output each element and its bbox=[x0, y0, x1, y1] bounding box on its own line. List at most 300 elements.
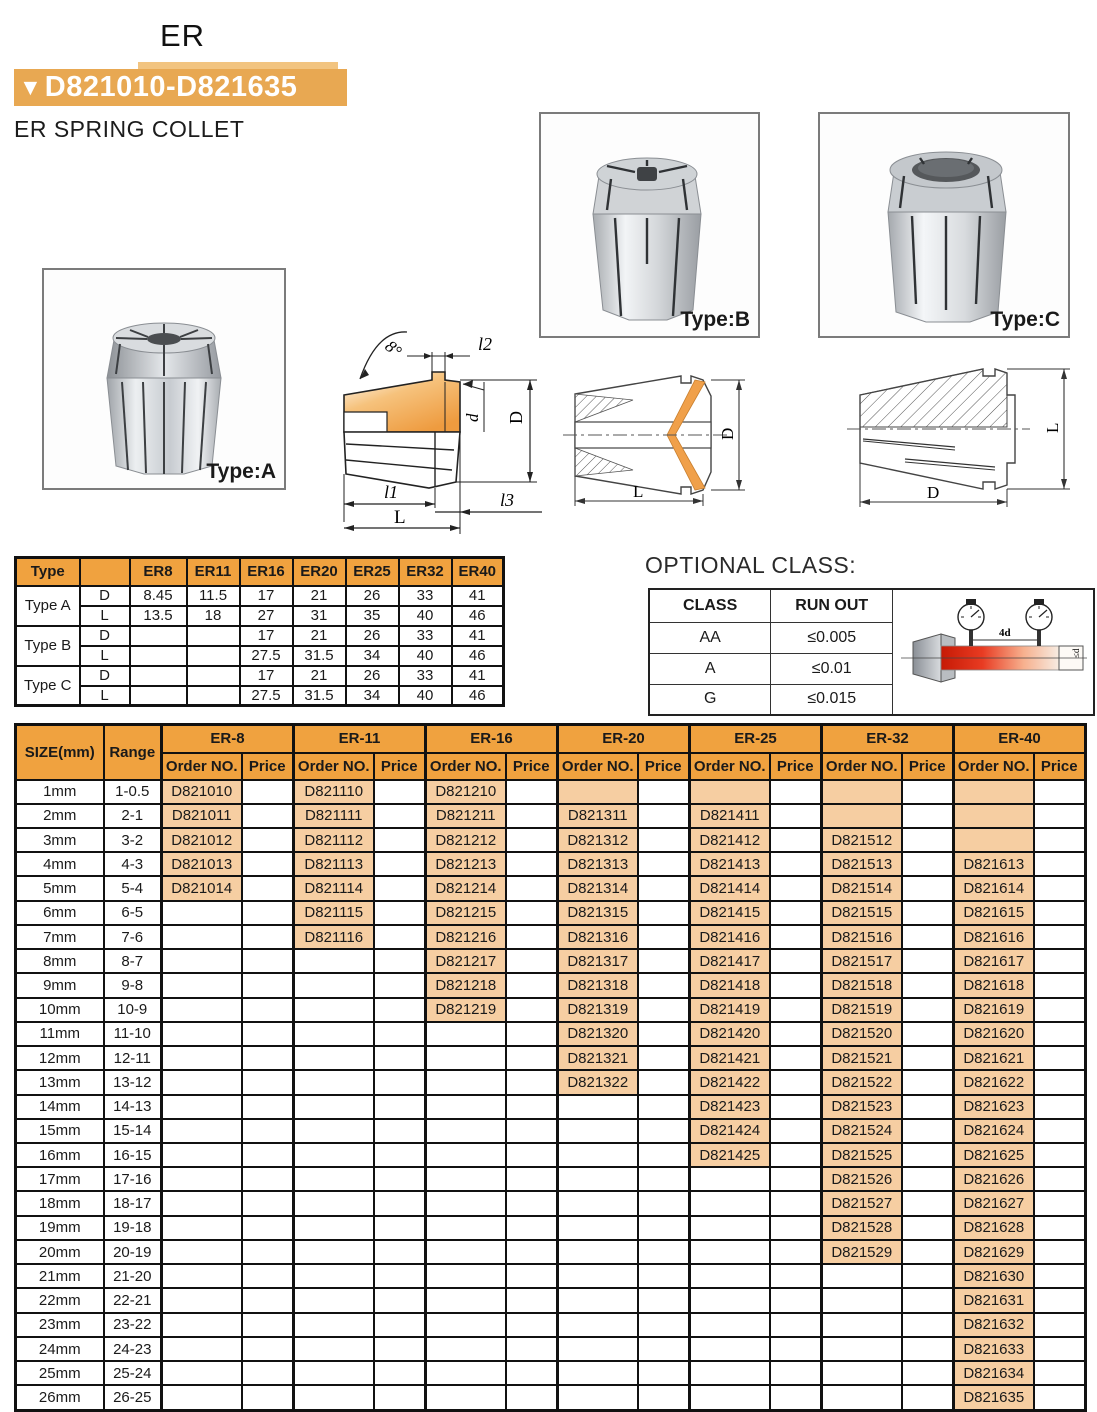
dim-value-cell: 27.5 bbox=[240, 686, 293, 706]
order-no-cell bbox=[162, 1361, 242, 1385]
price-cell bbox=[770, 1216, 822, 1240]
range-cell: 4-3 bbox=[104, 852, 162, 876]
order-no-cell bbox=[690, 1264, 770, 1288]
price-cell bbox=[770, 998, 822, 1022]
order-no-cell: D821628 bbox=[954, 1216, 1034, 1240]
order-no-cell: D821518 bbox=[822, 973, 902, 997]
dim-value-cell: 35 bbox=[346, 606, 399, 626]
dim-value-cell: 33 bbox=[399, 626, 452, 646]
dim-header-er: ER16 bbox=[240, 558, 293, 586]
order-no-cell bbox=[426, 1288, 506, 1312]
price-cell bbox=[638, 1022, 690, 1046]
order-table-row bbox=[16, 925, 1086, 949]
order-no-cell bbox=[426, 1385, 506, 1410]
size-cell: 11mm bbox=[16, 1022, 104, 1046]
order-no-cell bbox=[294, 949, 374, 973]
dim-l2-label: l2 bbox=[478, 334, 493, 354]
price-cell bbox=[374, 998, 426, 1022]
order-header-size: SIZE(mm) bbox=[16, 725, 104, 780]
price-cell bbox=[902, 1095, 954, 1119]
order-no-cell bbox=[426, 1337, 506, 1361]
order-subheader-price: Price bbox=[242, 753, 294, 780]
order-table-row bbox=[16, 1361, 1086, 1385]
dim-value-cell: 21 bbox=[293, 626, 346, 646]
order-no-cell: D821629 bbox=[954, 1240, 1034, 1264]
dim-c-L-label: L bbox=[1043, 422, 1062, 433]
order-no-cell bbox=[294, 1337, 374, 1361]
dim-header-er: ER20 bbox=[293, 558, 346, 586]
order-no-cell: D821422 bbox=[690, 1070, 770, 1094]
price-cell bbox=[506, 828, 558, 852]
order-no-cell bbox=[162, 1070, 242, 1094]
order-no-cell: D821313 bbox=[558, 852, 638, 876]
order-header-group: ER-20 bbox=[558, 725, 690, 753]
price-cell bbox=[374, 1264, 426, 1288]
banner-accent-strip bbox=[138, 62, 338, 69]
order-no-cell: D821621 bbox=[954, 1046, 1034, 1070]
range-cell: 26-25 bbox=[104, 1385, 162, 1410]
price-cell bbox=[902, 1046, 954, 1070]
size-cell: 9mm bbox=[16, 973, 104, 997]
price-cell bbox=[902, 1070, 954, 1094]
order-no-cell bbox=[690, 1385, 770, 1410]
order-no-cell bbox=[426, 1167, 506, 1191]
price-cell bbox=[506, 925, 558, 949]
price-cell bbox=[1034, 1264, 1086, 1288]
price-cell bbox=[242, 1288, 294, 1312]
price-cell bbox=[506, 1264, 558, 1288]
order-no-cell bbox=[690, 1240, 770, 1264]
size-cell: 4mm bbox=[16, 852, 104, 876]
price-cell bbox=[902, 1264, 954, 1288]
order-no-cell: D821112 bbox=[294, 828, 374, 852]
price-cell bbox=[506, 1240, 558, 1264]
price-cell bbox=[770, 901, 822, 925]
order-no-cell: D821013 bbox=[162, 852, 242, 876]
price-cell bbox=[1034, 1337, 1086, 1361]
order-no-cell bbox=[690, 1313, 770, 1337]
order-no-cell: D821215 bbox=[426, 901, 506, 925]
dimension-table-container bbox=[14, 556, 505, 707]
price-cell bbox=[1034, 973, 1086, 997]
optional-class-table bbox=[648, 588, 1095, 716]
price-cell bbox=[902, 1361, 954, 1385]
dim-letter-cell: D bbox=[80, 626, 130, 646]
size-cell: 22mm bbox=[16, 1288, 104, 1312]
order-no-cell bbox=[294, 1240, 374, 1264]
order-no-cell bbox=[558, 1361, 638, 1385]
order-no-cell: D821633 bbox=[954, 1337, 1034, 1361]
price-cell bbox=[902, 1167, 954, 1191]
optional-class-container bbox=[648, 588, 1095, 716]
order-no-cell: D821617 bbox=[954, 949, 1034, 973]
order-no-cell: D821522 bbox=[822, 1070, 902, 1094]
dim-letter-cell: L bbox=[80, 686, 130, 706]
order-no-cell bbox=[162, 1191, 242, 1215]
price-cell bbox=[374, 1313, 426, 1337]
price-cell bbox=[242, 1191, 294, 1215]
price-cell bbox=[242, 949, 294, 973]
order-table-row bbox=[16, 876, 1086, 900]
price-cell bbox=[242, 1046, 294, 1070]
dim-value-cell: 33 bbox=[399, 666, 452, 686]
order-no-cell bbox=[558, 1167, 638, 1191]
order-no-cell bbox=[426, 1191, 506, 1215]
price-cell bbox=[1034, 1167, 1086, 1191]
class-value: A bbox=[649, 653, 771, 684]
price-cell bbox=[1034, 949, 1086, 973]
size-cell: 1mm bbox=[16, 780, 104, 804]
price-cell bbox=[374, 1167, 426, 1191]
order-no-cell: D821315 bbox=[558, 901, 638, 925]
order-no-cell bbox=[690, 1288, 770, 1312]
dim-value-cell: 17 bbox=[240, 626, 293, 646]
order-table-row bbox=[16, 852, 1086, 876]
runout-value: ≤0.005 bbox=[771, 622, 893, 653]
price-cell bbox=[242, 876, 294, 900]
order-no-cell: D821529 bbox=[822, 1240, 902, 1264]
dim-letter-cell: D bbox=[80, 586, 130, 606]
order-table-row bbox=[16, 1070, 1086, 1094]
price-cell bbox=[374, 901, 426, 925]
price-cell bbox=[1034, 1070, 1086, 1094]
price-cell bbox=[770, 925, 822, 949]
order-no-cell: D821114 bbox=[294, 876, 374, 900]
dim-header-blank bbox=[80, 558, 130, 586]
order-no-cell: D821519 bbox=[822, 998, 902, 1022]
price-cell bbox=[374, 852, 426, 876]
price-cell bbox=[506, 876, 558, 900]
price-cell bbox=[242, 1022, 294, 1046]
dim-row-type-label: Type A bbox=[16, 586, 80, 626]
price-cell bbox=[638, 852, 690, 876]
price-cell bbox=[242, 1216, 294, 1240]
order-table-row bbox=[16, 1191, 1086, 1215]
dim-l1-label: l1 bbox=[384, 482, 399, 502]
range-cell: 20-19 bbox=[104, 1240, 162, 1264]
price-cell bbox=[902, 804, 954, 828]
size-cell: 10mm bbox=[16, 998, 104, 1022]
price-cell bbox=[1034, 901, 1086, 925]
price-cell bbox=[770, 1070, 822, 1094]
dim-value-cell: 41 bbox=[452, 586, 504, 606]
type-c-label: Type:C bbox=[990, 308, 1060, 331]
order-subheader-orderno: Order NO. bbox=[294, 753, 374, 780]
size-cell: 21mm bbox=[16, 1264, 104, 1288]
order-header-group: ER-32 bbox=[822, 725, 954, 753]
price-cell bbox=[506, 1046, 558, 1070]
order-no-cell: D821623 bbox=[954, 1095, 1034, 1119]
order-table-row bbox=[16, 1167, 1086, 1191]
order-subheader-price: Price bbox=[506, 753, 558, 780]
price-cell bbox=[770, 1119, 822, 1143]
order-no-cell: D821630 bbox=[954, 1264, 1034, 1288]
price-cell bbox=[638, 925, 690, 949]
order-no-cell: D821525 bbox=[822, 1143, 902, 1167]
order-no-cell: D821514 bbox=[822, 876, 902, 900]
range-cell: 19-18 bbox=[104, 1216, 162, 1240]
order-no-cell: D821513 bbox=[822, 852, 902, 876]
dim-header-er: ER11 bbox=[187, 558, 240, 586]
size-cell: 13mm bbox=[16, 1070, 104, 1094]
dim-value-cell: 26 bbox=[346, 666, 399, 686]
order-no-cell: D821620 bbox=[954, 1022, 1034, 1046]
dim-value-cell bbox=[187, 626, 240, 646]
price-cell bbox=[638, 998, 690, 1022]
order-header-range: Range bbox=[104, 725, 162, 780]
order-table-row bbox=[16, 901, 1086, 925]
order-no-cell: D821012 bbox=[162, 828, 242, 852]
order-no-cell: D821417 bbox=[690, 949, 770, 973]
price-cell bbox=[770, 949, 822, 973]
dim-value-cell: 40 bbox=[399, 606, 452, 626]
dim-value-cell: 18 bbox=[187, 606, 240, 626]
price-cell bbox=[902, 828, 954, 852]
order-header-group: ER-40 bbox=[954, 725, 1086, 753]
price-cell bbox=[770, 876, 822, 900]
order-no-cell bbox=[294, 1167, 374, 1191]
product-range-banner bbox=[14, 69, 347, 106]
price-cell bbox=[374, 1070, 426, 1094]
order-subheader-orderno: Order NO. bbox=[954, 753, 1034, 780]
order-no-cell: D821218 bbox=[426, 973, 506, 997]
price-cell bbox=[638, 1361, 690, 1385]
dim-value-cell: 26 bbox=[346, 586, 399, 606]
dim-c-D-label: D bbox=[927, 483, 940, 502]
order-no-cell: D821110 bbox=[294, 780, 374, 804]
order-no-cell: D821523 bbox=[822, 1095, 902, 1119]
price-cell bbox=[1034, 876, 1086, 900]
price-cell bbox=[902, 901, 954, 925]
price-cell bbox=[1034, 1191, 1086, 1215]
range-cell: 9-8 bbox=[104, 973, 162, 997]
dim-value-cell bbox=[130, 686, 187, 706]
price-cell bbox=[1034, 925, 1086, 949]
order-subheader-price: Price bbox=[638, 753, 690, 780]
price-cell bbox=[242, 1119, 294, 1143]
range-cell: 10-9 bbox=[104, 998, 162, 1022]
dim-header-type: Type bbox=[16, 558, 80, 586]
order-subheader-price: Price bbox=[770, 753, 822, 780]
dim-value-cell: 31.5 bbox=[293, 686, 346, 706]
order-no-cell: D821521 bbox=[822, 1046, 902, 1070]
series-title: ER bbox=[160, 18, 206, 53]
order-no-cell: D821314 bbox=[558, 876, 638, 900]
price-cell bbox=[242, 1095, 294, 1119]
price-cell bbox=[506, 1191, 558, 1215]
order-no-cell: D821421 bbox=[690, 1046, 770, 1070]
order-no-cell: D821517 bbox=[822, 949, 902, 973]
order-no-cell bbox=[822, 1264, 902, 1288]
dim-l3-label: l3 bbox=[500, 490, 515, 510]
order-no-cell bbox=[558, 1288, 638, 1312]
size-cell: 15mm bbox=[16, 1119, 104, 1143]
order-no-cell: D821631 bbox=[954, 1288, 1034, 1312]
order-subheader-price: Price bbox=[374, 753, 426, 780]
order-no-cell bbox=[426, 1119, 506, 1143]
class-value: AA bbox=[649, 622, 771, 653]
optional-class-title: OPTIONAL CLASS: bbox=[645, 552, 857, 578]
dim-value-cell: 11.5 bbox=[187, 586, 240, 606]
order-no-cell: D821219 bbox=[426, 998, 506, 1022]
price-cell bbox=[242, 1143, 294, 1167]
order-table-row bbox=[16, 1095, 1086, 1119]
price-cell bbox=[638, 1143, 690, 1167]
order-no-cell bbox=[954, 804, 1034, 828]
price-cell bbox=[902, 1143, 954, 1167]
price-cell bbox=[374, 1288, 426, 1312]
size-cell: 12mm bbox=[16, 1046, 104, 1070]
order-no-cell bbox=[558, 780, 638, 804]
order-table-row bbox=[16, 1313, 1086, 1337]
price-cell bbox=[770, 804, 822, 828]
price-cell bbox=[242, 973, 294, 997]
dim-D-label: D bbox=[506, 411, 526, 424]
order-no-cell bbox=[294, 1313, 374, 1337]
price-cell bbox=[1034, 828, 1086, 852]
order-table-row bbox=[16, 998, 1086, 1022]
order-no-cell: D821614 bbox=[954, 876, 1034, 900]
order-no-cell: D821622 bbox=[954, 1070, 1034, 1094]
order-no-cell bbox=[426, 1070, 506, 1094]
price-cell bbox=[374, 925, 426, 949]
price-cell bbox=[374, 780, 426, 804]
order-no-cell bbox=[558, 1216, 638, 1240]
order-no-cell: D821321 bbox=[558, 1046, 638, 1070]
price-cell bbox=[902, 1216, 954, 1240]
order-no-cell bbox=[690, 1361, 770, 1385]
collet-image-a bbox=[44, 270, 284, 488]
order-table-row bbox=[16, 973, 1086, 997]
order-no-cell bbox=[426, 1264, 506, 1288]
dim-value-cell: 21 bbox=[293, 586, 346, 606]
order-no-cell bbox=[162, 973, 242, 997]
price-cell bbox=[242, 852, 294, 876]
price-cell bbox=[770, 1191, 822, 1215]
order-no-cell: D821318 bbox=[558, 973, 638, 997]
order-no-cell: D821415 bbox=[690, 901, 770, 925]
order-table-row bbox=[16, 1143, 1086, 1167]
order-no-cell bbox=[294, 1385, 374, 1410]
order-no-cell: D821411 bbox=[690, 804, 770, 828]
price-cell bbox=[770, 1313, 822, 1337]
order-table-row bbox=[16, 780, 1086, 804]
order-no-cell: D821115 bbox=[294, 901, 374, 925]
price-cell bbox=[374, 828, 426, 852]
price-cell bbox=[242, 1385, 294, 1410]
dim-header-er: ER40 bbox=[452, 558, 504, 586]
price-cell bbox=[374, 1337, 426, 1361]
dim-value-cell: 8.45 bbox=[130, 586, 187, 606]
price-cell bbox=[902, 1119, 954, 1143]
price-cell bbox=[506, 1216, 558, 1240]
order-no-cell bbox=[294, 1119, 374, 1143]
dim-value-cell: 27 bbox=[240, 606, 293, 626]
type-a-label: Type:A bbox=[206, 460, 276, 483]
order-no-cell: D821615 bbox=[954, 901, 1034, 925]
order-table-row bbox=[16, 1264, 1086, 1288]
price-cell bbox=[506, 1313, 558, 1337]
order-no-cell bbox=[294, 1095, 374, 1119]
price-cell bbox=[770, 1095, 822, 1119]
price-cell bbox=[902, 1022, 954, 1046]
order-table-row bbox=[16, 1022, 1086, 1046]
price-cell bbox=[242, 1361, 294, 1385]
range-cell: 24-23 bbox=[104, 1337, 162, 1361]
order-no-cell bbox=[294, 1046, 374, 1070]
price-cell bbox=[1034, 1240, 1086, 1264]
price-cell bbox=[242, 1313, 294, 1337]
order-no-cell: D821619 bbox=[954, 998, 1034, 1022]
size-cell: 6mm bbox=[16, 901, 104, 925]
price-cell bbox=[1034, 1313, 1086, 1337]
order-no-cell: D821216 bbox=[426, 925, 506, 949]
price-cell bbox=[374, 804, 426, 828]
dim-value-cell: 46 bbox=[452, 606, 504, 626]
order-no-cell: D821319 bbox=[558, 998, 638, 1022]
price-cell bbox=[506, 852, 558, 876]
price-cell bbox=[242, 998, 294, 1022]
range-cell: 18-17 bbox=[104, 1191, 162, 1215]
dim-value-cell: 34 bbox=[346, 646, 399, 666]
order-no-cell bbox=[558, 1143, 638, 1167]
order-header-group: ER-8 bbox=[162, 725, 294, 753]
order-table-row bbox=[16, 1288, 1086, 1312]
runout-value: ≤0.01 bbox=[771, 653, 893, 684]
order-table-row bbox=[16, 1337, 1086, 1361]
order-no-cell bbox=[822, 1361, 902, 1385]
dim-header-er: ER32 bbox=[399, 558, 452, 586]
order-no-cell bbox=[162, 1264, 242, 1288]
order-no-cell bbox=[426, 1216, 506, 1240]
price-cell bbox=[374, 876, 426, 900]
price-cell bbox=[506, 1385, 558, 1410]
price-cell bbox=[770, 973, 822, 997]
price-cell bbox=[242, 1240, 294, 1264]
price-cell bbox=[638, 1095, 690, 1119]
order-no-cell bbox=[822, 780, 902, 804]
price-cell bbox=[242, 1264, 294, 1288]
order-no-cell bbox=[162, 1385, 242, 1410]
price-cell bbox=[638, 1070, 690, 1094]
order-no-cell bbox=[426, 1143, 506, 1167]
price-cell bbox=[242, 804, 294, 828]
order-no-cell: D821613 bbox=[954, 852, 1034, 876]
order-no-cell: D821213 bbox=[426, 852, 506, 876]
collet-photo-a bbox=[42, 268, 286, 490]
order-no-cell: D821322 bbox=[558, 1070, 638, 1094]
size-cell: 19mm bbox=[16, 1216, 104, 1240]
order-table-row bbox=[16, 804, 1086, 828]
section-drawing-c bbox=[845, 355, 1095, 518]
collet-image-b bbox=[541, 114, 758, 336]
price-cell bbox=[770, 1167, 822, 1191]
order-no-cell: D821526 bbox=[822, 1167, 902, 1191]
dim-d-label: d bbox=[463, 413, 482, 422]
order-no-cell: D821424 bbox=[690, 1119, 770, 1143]
order-no-cell bbox=[426, 1361, 506, 1385]
price-cell bbox=[1034, 1046, 1086, 1070]
price-cell bbox=[638, 780, 690, 804]
order-no-cell bbox=[822, 1313, 902, 1337]
dim-value-cell: 13.5 bbox=[130, 606, 187, 626]
price-cell bbox=[638, 1264, 690, 1288]
price-cell bbox=[638, 1385, 690, 1410]
order-table-row bbox=[16, 1216, 1086, 1240]
dial-indicator-right-icon bbox=[1026, 599, 1052, 646]
size-cell: 24mm bbox=[16, 1337, 104, 1361]
price-cell bbox=[374, 1361, 426, 1385]
